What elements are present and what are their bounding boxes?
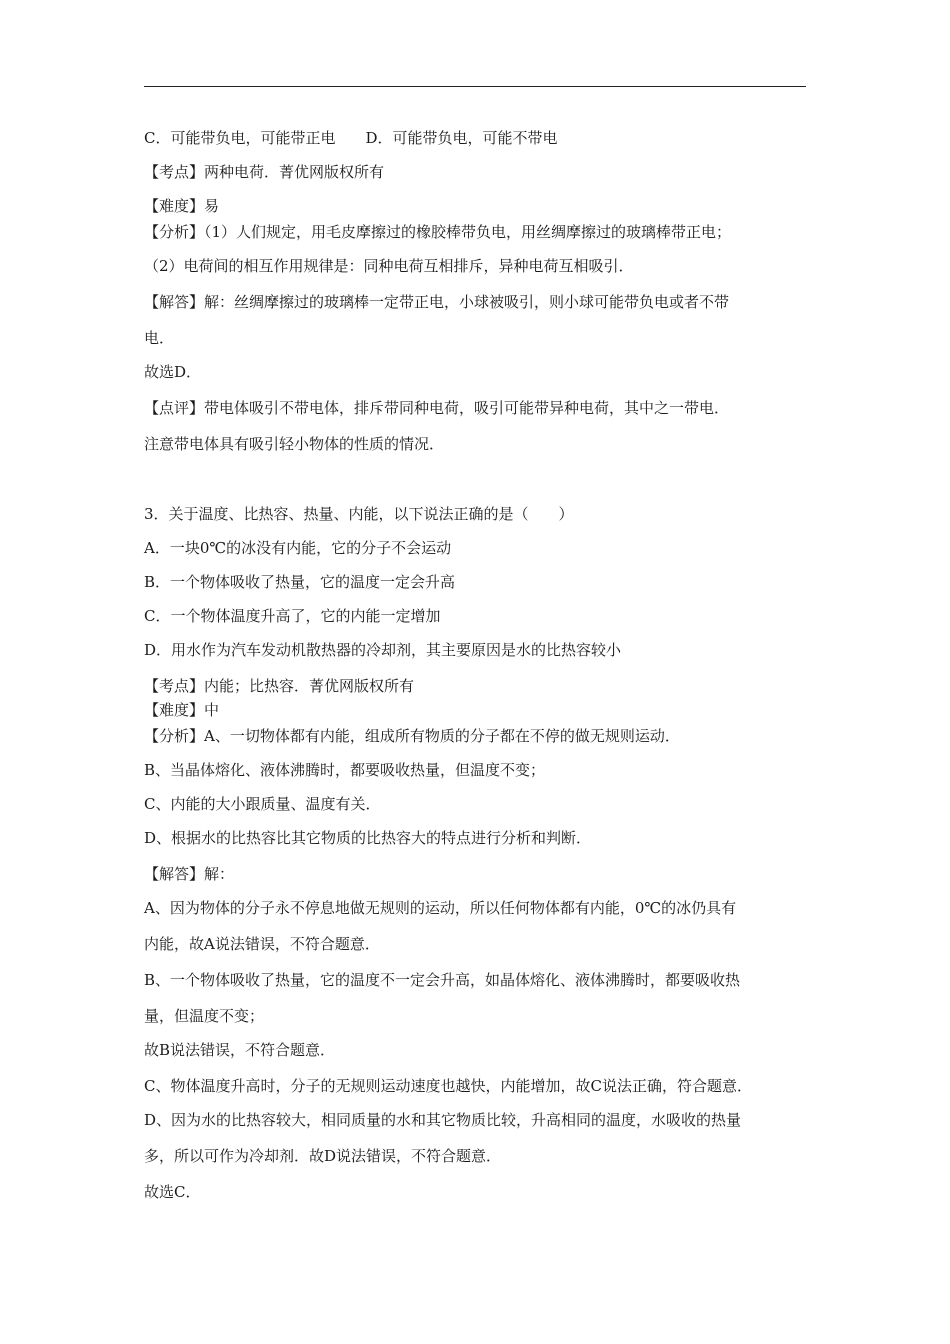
header-rule (144, 86, 806, 87)
answer-line: 故选D． (144, 363, 202, 381)
jieda-line-1: 【解答】解：丝绸摩擦过的玻璃棒一定带正电，小球被吸引，则小球可能带负电或者不带 (144, 293, 730, 311)
nandu-line: 【难度】易 (144, 197, 220, 215)
fenxi-line-2: （2）电荷间的相互作用规律是：同种电荷互相排斥，异种电荷互相吸引． (144, 257, 634, 275)
jieda-b-line-1: B、一个物体吸收了热量，它的温度不一定会升高，如晶体熔化、液体沸腾时，都要吸收热 (144, 971, 741, 989)
fenxi-line-c: C、内能的大小跟质量、温度有关． (144, 795, 381, 813)
option-d: D．用水作为汽车发动机散热器的冷却剂，其主要原因是水的比热容较小 (144, 641, 622, 659)
jieda-b-line-3: 故B说法错误，不符合题意． (144, 1041, 336, 1059)
option-a: A．一块0℃的冰没有内能，它的分子不会运动 (144, 539, 452, 557)
jieda-head: 【解答】解： (144, 865, 235, 883)
jieda-a-line-1: A、因为物体的分子永不停息地做无规则的运动，所以任何物体都有内能，0℃的冰仍具有 (144, 899, 737, 917)
jieda-d-line-1: D、因为水的比热容较大，相同质量的水和其它物质比较，升高相同的温度，水吸收的热量 (144, 1111, 742, 1129)
fenxi-line-1: 【分析】（1）人们规定，用毛皮摩擦过的橡胶棒带负电，用丝绸摩擦过的玻璃棒带正电； (144, 223, 732, 241)
jieda-a-line-2: 内能，故A说法错误，不符合题意． (144, 935, 380, 953)
fenxi-line-b: B、当晶体熔化、液体沸腾时，都要吸收热量，但温度不变； (144, 761, 546, 779)
fenxi-line-a: 【分析】A、一切物体都有内能，组成所有物质的分子都在不停的做无规则运动． (144, 727, 680, 745)
option-b: B．一个物体吸收了热量，它的温度一定会升高 (144, 573, 456, 591)
question-stem: 3．关于温度、比热容、热量、内能，以下说法正确的是（ ） (144, 505, 574, 523)
dianping-line-2: 注意带电体具有吸引轻小物体的性质的情况． (144, 435, 445, 453)
dianping-line-1: 【点评】带电体吸引不带电体，排斥带同种电荷，吸引可能带异种电荷，其中之一带电． (144, 399, 730, 417)
options-c-d: C．可能带负电，可能带正电 D．可能带负电，可能不带电 (144, 129, 558, 147)
jieda-c-line: C、物体温度升高时，分子的无规则运动速度也越快，内能增加，故C说法正确，符合题意． (144, 1077, 752, 1095)
jieda-b-line-2: 量，但温度不变； (144, 1007, 265, 1025)
kaodian-line: 【考点】内能；比热容．菁优网版权所有 (144, 677, 415, 695)
option-c: C．一个物体温度升高了，它的内能一定增加 (144, 607, 441, 625)
jieda-d-line-2: 多，所以可作为冷却剂．故D说法错误，不符合题意． (144, 1147, 502, 1165)
jieda-line-2: 电． (144, 329, 175, 347)
nandu-line: 【难度】中 (144, 701, 220, 719)
kaodian-line: 【考点】两种电荷．菁优网版权所有 (144, 163, 385, 181)
fenxi-line-d: D、根据水的比热容比其它物质的比热容大的特点进行分析和判断． (144, 829, 592, 847)
answer-line: 故选C． (144, 1183, 201, 1201)
